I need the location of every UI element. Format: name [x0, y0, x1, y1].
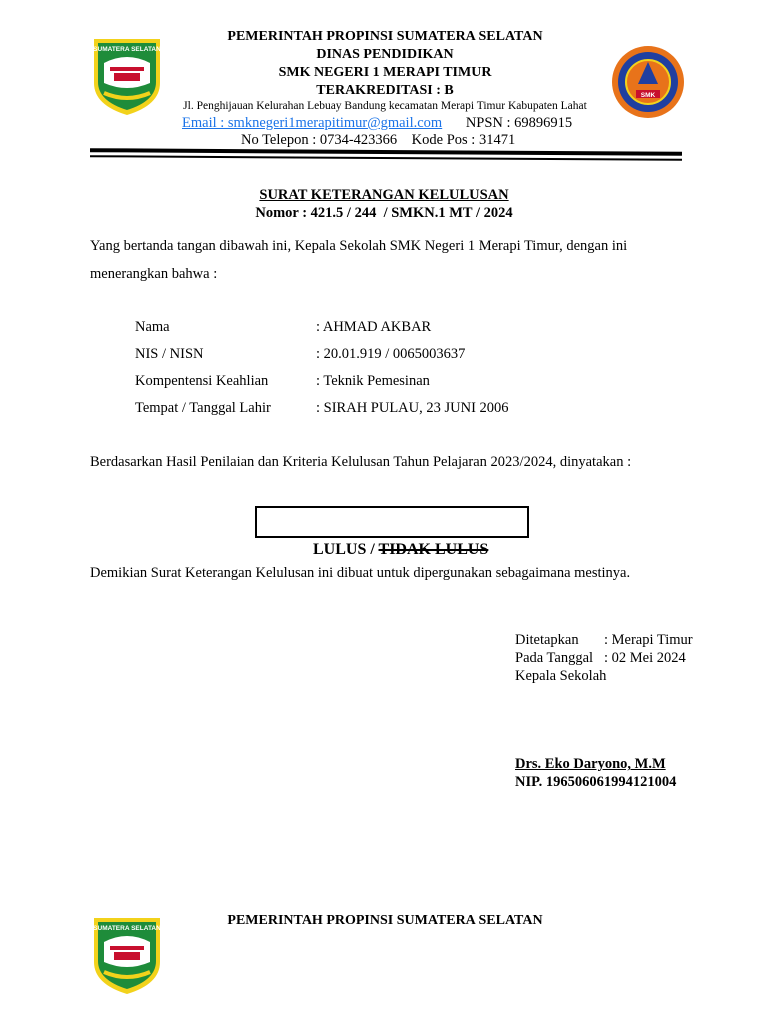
- field-label: Kompentensi Keahlian: [135, 373, 269, 389]
- field-label: Nama: [135, 319, 170, 335]
- result-box: [255, 506, 529, 558]
- sign-date-value: : 02 Mei 2024: [604, 650, 686, 666]
- header-school-name: SMK NEGERI 1 MERAPI TIMUR: [278, 65, 492, 80]
- letterhead-divider-thin: [90, 155, 682, 160]
- letter-title: SURAT KETERANGAN KELULUSAN: [259, 187, 509, 203]
- result-fail-struck: TIDAK LULUS: [378, 541, 489, 558]
- basis-text: Berdasarkan Hasil Penilaian dan Kriteria Kelulusan Tahun Pelajaran 2023/2024, dinyatakan :: [90, 454, 632, 470]
- closing-text: Demikian Surat Keterangan Kelulusan ini dibuat untuk dipergunakan sebagaimana mestinya.: [90, 565, 631, 581]
- letterhead-divider-thick: [90, 148, 682, 156]
- sign-date-label: Pada Tanggal: [515, 650, 594, 666]
- header-government: PEMERINTAH PROPINSI SUMATERA SELATAN: [227, 29, 543, 44]
- signer-name: Drs. Eko Daryono, M.M: [515, 756, 666, 772]
- province-emblem-logo-next-page: [90, 912, 164, 996]
- signature-block: [515, 631, 715, 685]
- smk-school-logo: [608, 44, 688, 120]
- result-pass: LULUS /: [313, 541, 379, 558]
- header-npsn: NPSN : 69896915: [465, 115, 573, 131]
- header-address: Jl. Penghijauan Kelurahan Lebuay Bandung kecamatan Merapi Timur Kabupaten Lahat: [183, 100, 587, 112]
- header-accreditation: TERAKREDITASI : B: [316, 83, 454, 98]
- emblem-lettering: SUMATERA SELATAN: [93, 925, 161, 932]
- field-value: : 20.01.919 / 0065003637: [316, 346, 466, 362]
- header-contact: No Telepon : 0734-423366 Kode Pos : 31471: [241, 132, 516, 148]
- header-email-link[interactable]: Email : smknegeri1merapitimur@gmail.com: [182, 115, 443, 131]
- sign-place-value: : Merapi Timur: [604, 632, 693, 648]
- smk-lettering: SMK: [640, 92, 656, 99]
- intro-line-1: Yang bertanda tangan dibawah ini, Kepala Sekolah SMK Negeri 1 Merapi Timur, dengan ini: [90, 238, 628, 254]
- field-value: : AHMAD AKBAR: [316, 319, 432, 335]
- next-page-header-government: PEMERINTAH PROPINSI SUMATERA SELATAN: [227, 913, 543, 928]
- sign-position: Kepala Sekolah: [515, 668, 607, 684]
- field-label: Tempat / Tanggal Lahir: [135, 400, 271, 416]
- header-department: DINAS PENDIDIKAN: [316, 47, 454, 62]
- field-label: NIS / NISN: [135, 346, 204, 362]
- field-value: : Teknik Pemesinan: [316, 373, 430, 389]
- field-value: : SIRAH PULAU, 23 JUNI 2006: [316, 400, 509, 416]
- letter-number: Nomor : 421.5 / 244 / SMKN.1 MT / 2024: [255, 205, 513, 221]
- signer-nip: NIP. 196506061994121004: [515, 774, 677, 790]
- sign-place-label: Ditetapkan: [515, 632, 579, 648]
- intro-line-2: menerangkan bahwa :: [90, 266, 218, 282]
- emblem-lettering: SUMATERA SELATAN: [93, 46, 161, 53]
